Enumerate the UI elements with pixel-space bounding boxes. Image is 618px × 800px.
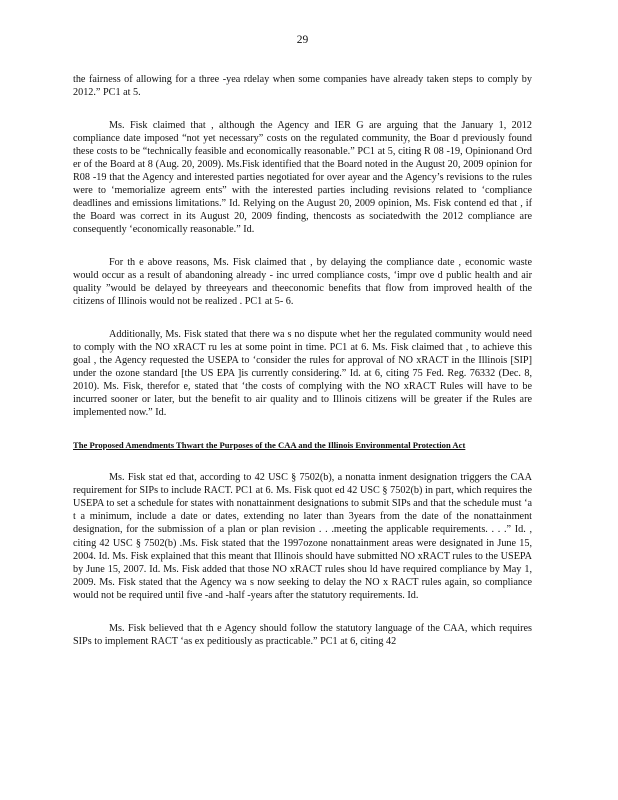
body-paragraph: Additionally, Ms. Fisk stated that there wa s no dispute whet her the regulated community would need to comply with the NO xRACT ru les at some point in time. PC1 at 6. Ms. Fisk claimed that , to achieve this goal , the Agency requested the USEPA to ‘consider the rules for approval of NO xRACT in the Illinois [SIP] under the ozone standard [the US EPA ]is currently considering.” Id. at 6, citing 75 Fed. Reg. 76332 (Dec. 8, 2010). Ms. Fisk, therefor e, stated that ‘the costs of complying with the NO xRACT Rules will have to be incurred sooner or later, but the benefit to air quality and to Illinois citizens will be greater if the Rules are implemented now.” Id. [73, 328, 532, 419]
body-paragraph: Ms. Fisk claimed that , although the Agency and IER G are arguing that the January 1, 2012 compliance date imposed “not yet necessary” costs on the regulated community, the Boar d previously found these costs to be “technically feasible and economically reasonable.” PC1 at 5, citing R 08 -19, Opinionand Ord er of the Board at 8 (Aug. 20, 2009). Ms.Fisk identified that the Board noted in the August 20, 2009 opinion for R08 -19 that the Agency and interested parties negotiated for over ayear and the Agency’s revisions to the rules were to ‘memorialize agreem ents” with the interested parties including revisions related to ‘compliance deadlines and emissions limitations.” Id. Relying on the August 20, 2009 opinion, Ms. Fisk contend ed that , if the Board was correct in its August 20, 2009 finding, thencosts as sociatedwith the 2012 compliance are consequently ‘economically reasonable.” Id. [73, 119, 532, 236]
body-paragraph: Ms. Fisk believed that th e Agency should follow the statutory language of the CAA, which requires SIPs to implement RACT ‘as ex peditiously as practicable.” PC1 at 6, citing 42 [73, 622, 532, 647]
body-paragraph: For th e above reasons, Ms. Fisk claimed that , by delaying the compliance date , economic waste would occur as a result of abandoning already - inc urred compliance costs, ‘impr ove d public health and air quality ”would be delayed by threeyears and theeconomic benefits that flow from improved health of the citizens of Illinois would not be realized . PC1 at 5- 6. [73, 257, 532, 308]
body-paragraph: the fairness of allowing for a three -yea rdelay when some companies have already taken steps to comply by 2012.” PC1 at 5. [73, 74, 532, 99]
body-paragraph: Ms. Fisk stat ed that, according to 42 USC § 7502(b), a nonatta inment designation triggers the CAA requirement for SIPs to include RACT. PC1 at 6. Ms. Fisk quot ed 42 USC § 7502(b) in part, which requires the USEPA to set a schedule for states with nonattainment designations to submit SIPs and that the schedule must ‘a t a minimum, include a date or dates, extending no later than 3years from the date of the nonattainment designation, for the submission of a plan or plan revision . . .meeting the applicable requirements. . . .” Id. , citing 42 USC § 7502(b) .Ms. Fisk stated that the 1997ozone nonattainment areas were designated in June 15, 2004. Id. Ms. Fisk explained that this meant that Illinois should have submitted NO xRACT rules to the USEPA by June 15, 2007. Id. Ms. Fisk added that those NO xRACT rules shou ld have required compliance by May 1, 2009. Ms. Fisk stated that the Agency wa s now seeking to delay the NO x RACT rules again, so compliance would not be required until five -and -half -years after the statutory requirements. Id. [73, 472, 532, 601]
page-number: 29 [296, 34, 309, 46]
section-heading: The Proposed Amendments Thwart the Purposes of the CAA and the Illinois Environmental Protection Act [73, 440, 466, 451]
